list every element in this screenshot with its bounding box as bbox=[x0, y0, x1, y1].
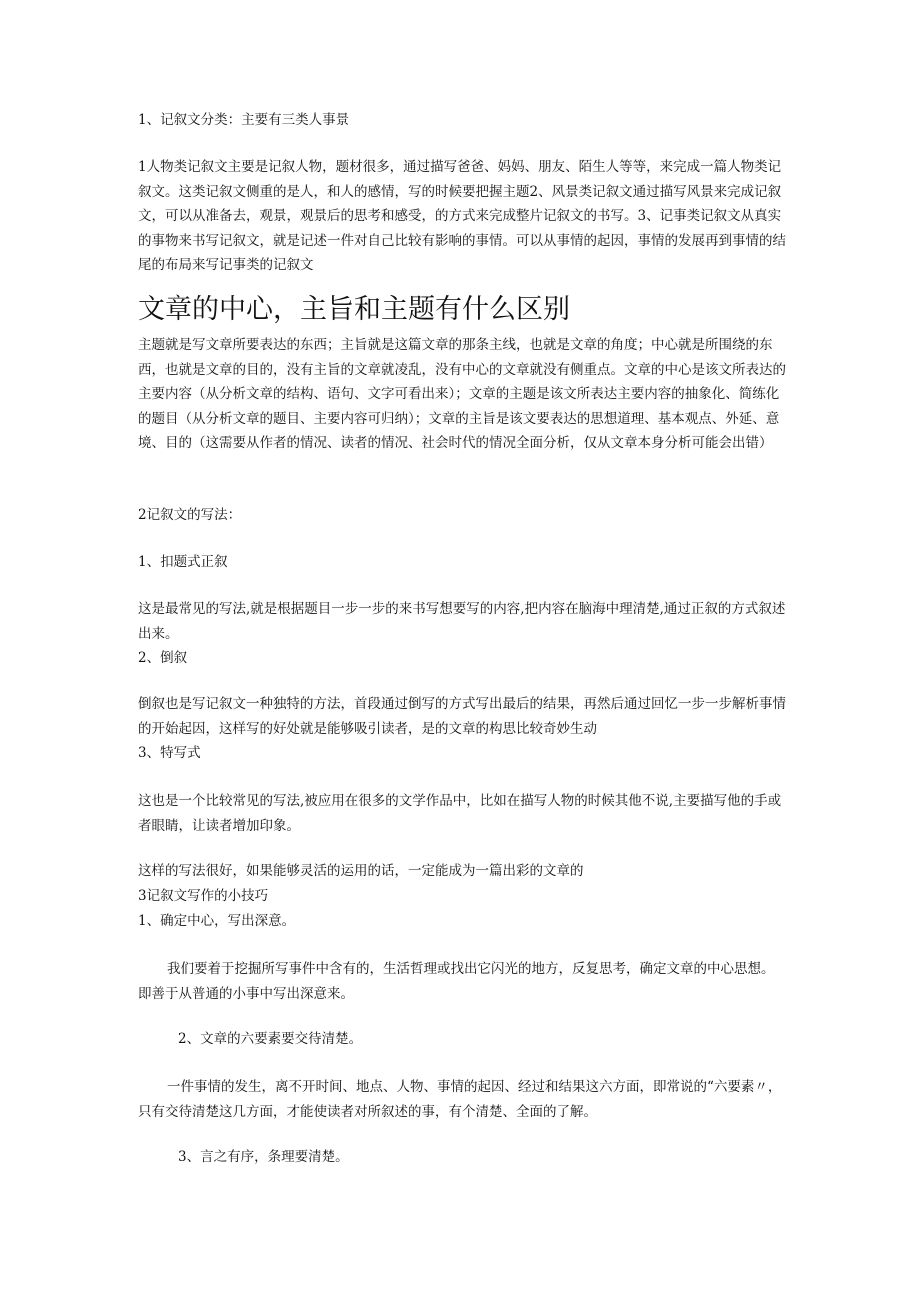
method-2-text: 倒叙也是写记叙文一种独特的方法，首段通过倒写的方式写出最后的结果，再然后通过回忆一步一步解析事情的开始起因，这样写的好处就是能够吸引读者，是的文章的构思比较奇妙生动 bbox=[138, 696, 786, 737]
tip-3-title: 3、言之有序，条理要清楚。 bbox=[178, 1149, 349, 1165]
tip-2-title: 2、文章的六要素要交待清楚。 bbox=[178, 1031, 363, 1047]
tip-2-text: 一件事情的发生，离不开时间、地点、人物、事情的起因、经过和结果这六方面，即常说的“六要素〃，只有交待清楚这几方面，才能使读者对所叙述的事，有个清楚、全面的了解。 bbox=[138, 1079, 782, 1120]
method-3-text: 这也是一个比较常见的写法,被应用在很多的文学作品中，比如在描写人物的时候其他不说,主要描写他的手或者眼睛，让读者增加印象。 bbox=[138, 793, 782, 834]
writing-methods-title: 2记叙文的写法： bbox=[138, 507, 242, 523]
types-paragraph: 1人物类记叙文主要是记叙人物，题材很多，通过描写爸爸、妈妈、朋友、陌生人等等，来完成一篇人物类记叙文。这类记叙文侧重的是人，和人的感情，写的时候要把握主题2、风景类记叙文通过描写风景来完成记叙文，可以从准备去，观景，观景后的思考和感受，的方式来完成整片记叙文的书写。3、记事类记叙文从真实的事物来书写记叙文，就是记述一件对自己比较有影响的事情。可以从事情的起因，事情的发展再到事情的结尾的布局来写记事类的记叙文 bbox=[138, 159, 786, 273]
classification-line: 1、记叙文分类：主要有三类人事景 bbox=[138, 112, 350, 128]
method-2-title: 2、倒叙 bbox=[138, 650, 188, 666]
tip-1-text: 我们要着于挖掘所写事件中含有的，生活哲理或找出它闪光的地方，反复思考，确定文章的中心思想。即善于从普通的小事中写出深意来。 bbox=[138, 961, 775, 1002]
method-3-note: 这样的写法很好，如果能够灵活的运用的话，一定能成为一篇出彩的文章的 bbox=[138, 863, 584, 879]
section-heading: 文章的中心，主旨和主题有什么区别 bbox=[138, 294, 570, 325]
theme-paragraph: 主题就是写文章所要表达的东西；主旨就是这篇文章的那条主线，也就是文章的角度；中心就是所围绕的东西，也就是文章的目的，没有主旨的文章就凌乱，没有中心的文章就没有侧重点。文章的中心是该文所表达的主要内容（从分析文章的结构、语句、文字可看出来）；文章的主题是该文所表达主要内容的抽象化、简练化的题目（从分析文章的题目、主要内容可归纳）；文章的主旨是该文要表达的思想道理、基本观点、外延、意境、目的（这需要从作者的情况、读者的情况、社会时代的情况全面分析，仅从文章本身分析可能会出错） bbox=[138, 337, 786, 451]
tips-title: 3记叙文写作的小技巧 bbox=[138, 888, 269, 904]
method-3-title: 3、特写式 bbox=[138, 745, 201, 761]
tip-1-title: 1、确定中心，写出深意。 bbox=[138, 913, 296, 929]
method-1-text: 这是最常见的写法,就是根据题目一步一步的来书写想要写的内容,把内容在脑海中理清楚,通过正叙的方式叙述出来。 bbox=[138, 601, 786, 642]
method-1-title: 1、扣题式正叙 bbox=[138, 554, 228, 570]
